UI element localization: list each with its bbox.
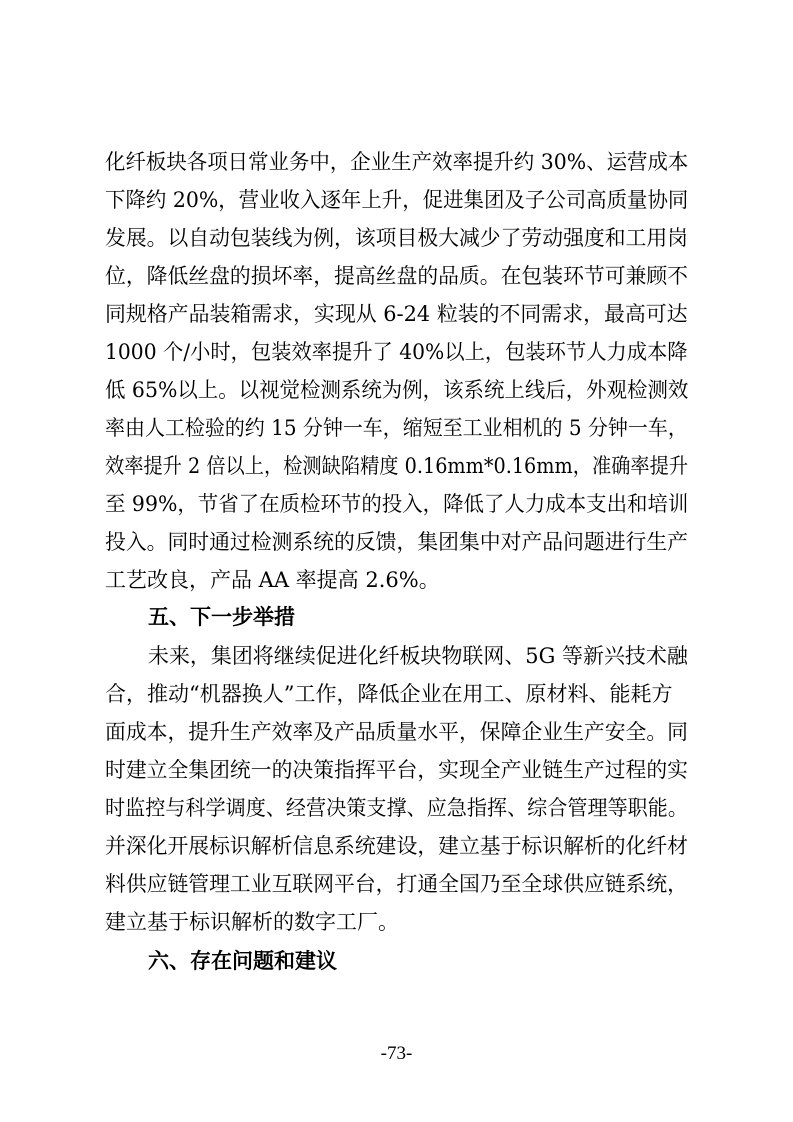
paragraph-line: 未来，集团将继续促进化纤板块物联网、5G 等新兴技术融 bbox=[148, 644, 688, 668]
paragraph-line: 时建立全集团统一的决策指挥平台，实现全产业链生产过程的实 bbox=[105, 758, 688, 782]
paragraph-line: 并深化开展标识解析信息系统建设，建立基于标识解析的化纤材 bbox=[105, 834, 688, 858]
paragraph-line: 低 65%以上。以视觉检测系统为例，该系统上线后，外观检测效 bbox=[105, 378, 689, 402]
paragraph-line: 面成本，提升生产效率及产品质量水平，保障企业生产安全。同 bbox=[105, 720, 688, 744]
paragraph-line: 发展。以自动包装线为例，该项目极大减少了劳动强度和工用岗 bbox=[105, 226, 688, 250]
paragraph-line: 位，降低丝盘的损坏率，提高丝盘的品质。在包装环节可兼顾不 bbox=[105, 264, 688, 288]
paragraph-line: 至 99%，节省了在质检环节的投入，降低了人力成本支出和培训 bbox=[105, 492, 689, 516]
paragraph-line: 投入。同时通过检测系统的反馈，集团集中对产品问题进行生产 bbox=[105, 530, 688, 554]
paragraph-line: 率由人工检验的约 15 分钟一车，缩短至工业相机的 5 分钟一车， bbox=[105, 416, 688, 440]
paragraph-line: 效率提升 2 倍以上，检测缺陷精度 0.16mm*0.16mm，准确率提升 bbox=[105, 454, 689, 478]
paragraph-line: 料供应链管理工业互联网平台，打通全国乃至全球供应链系统， bbox=[105, 872, 688, 896]
page-number: -73- bbox=[380, 1043, 413, 1064]
section-heading-issues-and-suggestions: 六、存在问题和建议 bbox=[148, 949, 337, 973]
paragraph-line: 同规格产品装箱需求，实现从 6-24 粒装的不同需求，最高可达 bbox=[105, 302, 688, 326]
section-heading-next-steps: 五、下一步举措 bbox=[148, 605, 295, 629]
paragraph-line: 建立基于标识解析的数字工厂。 bbox=[105, 910, 399, 934]
paragraph-line: 化纤板块各项日常业务中，企业生产效率提升约 30%、运营成本 bbox=[105, 150, 689, 174]
paragraph-line: 时监控与科学调度、经营决策支撑、应急指挥、综合管理等职能。 bbox=[105, 796, 688, 820]
paragraph-line: 1000 个/小时，包装效率提升了 40%以上，包装环节人力成本降 bbox=[105, 340, 688, 364]
paragraph-line: 下降约 20%，营业收入逐年上升，促进集团及子公司高质量协同 bbox=[105, 188, 689, 212]
paragraph-line: 合，推动“机器换人”工作，降低企业在用工、原材料、能耗方 bbox=[105, 682, 673, 706]
paragraph-line: 工艺改良，产品 AA 率提高 2.6%。 bbox=[105, 568, 440, 592]
